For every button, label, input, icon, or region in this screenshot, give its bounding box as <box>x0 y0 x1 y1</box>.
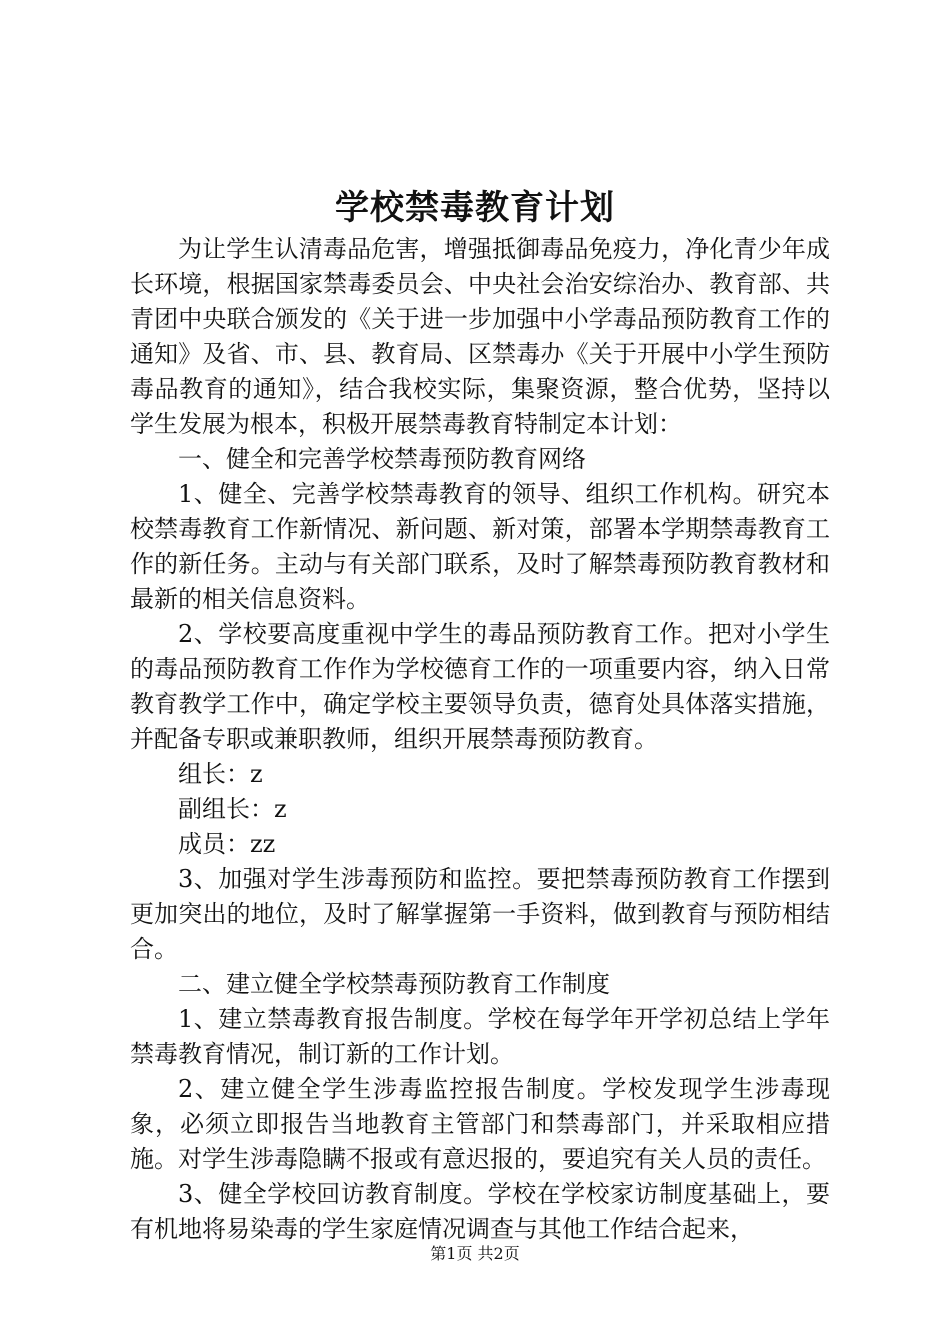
group-members: 成员：zz <box>178 830 276 858</box>
paragraph-1-2: 2、学校要高度重视中学生的毒品预防教育工作。把对小学生的毒品预防教育工作作为学校德育工作的一项重要内容，纳入日常教育教学工作中，确定学校主要领导负责，德育处具体落实措施，并配备专职或兼职教师，组织开展禁毒预防教育。 <box>130 620 830 753</box>
paragraph-2-3: 3、健全学校回访教育制度。学校在学校家访制度基础上，要有机地将易染毒的学生家庭情况调查与其他工作结合起来， <box>130 1180 830 1243</box>
section-heading-2: 二、建立健全学校禁毒预防教育工作制度 <box>178 970 610 998</box>
group-leader: 组长：z <box>178 760 263 788</box>
paragraph-intro: 为让学生认清毒品危害，增强抵御毒品免疫力，净化青少年成长环境，根据国家禁毒委员会、中央社会治安综治办、教育部、共青团中央联合颁发的《关于进一步加强中小学毒品预防教育工作的通知》及省、市、县、教育局、区禁毒办《关于开展中小学生预防毒品教育的通知》，结合我校实际，集聚资源，整合优势，坚持以学生发展为根本，积极开展禁毒教育特制定本计划： <box>130 235 830 438</box>
deputy-group-leader: 副组长：z <box>178 795 287 823</box>
paragraph-1-1: 1、健全、完善学校禁毒教育的领导、组织工作机构。研究本校禁毒教育工作新情况、新问题、新对策，部署本学期禁毒教育工作的新任务。主动与有关部门联系，及时了解禁毒预防教育教材和最新的相关信息资料。 <box>130 480 830 613</box>
section-heading-1: 一、健全和完善学校禁毒预防教育网络 <box>178 445 586 473</box>
paragraph-1-3: 3、加强对学生涉毒预防和监控。要把禁毒预防教育工作摆到更加突出的地位，及时了解掌握第一手资料，做到教育与预防相结合。 <box>130 865 830 963</box>
paragraph-2-2: 2、建立健全学生涉毒监控报告制度。学校发现学生涉毒现象，必须立即报告当地教育主管部门和禁毒部门，并采取相应措施。对学生涉毒隐瞒不报或有意迟报的，要追究有关人员的责任。 <box>130 1075 830 1173</box>
page-number-footer: 第1页 共2页 <box>430 1244 520 1263</box>
document-title: 学校禁毒教育计划 <box>335 188 615 228</box>
document-body <box>130 232 830 1247</box>
paragraph-2-1: 1、建立禁毒教育报告制度。学校在每学年开学初总结上学年禁毒教育情况，制订新的工作计划。 <box>130 1005 830 1068</box>
